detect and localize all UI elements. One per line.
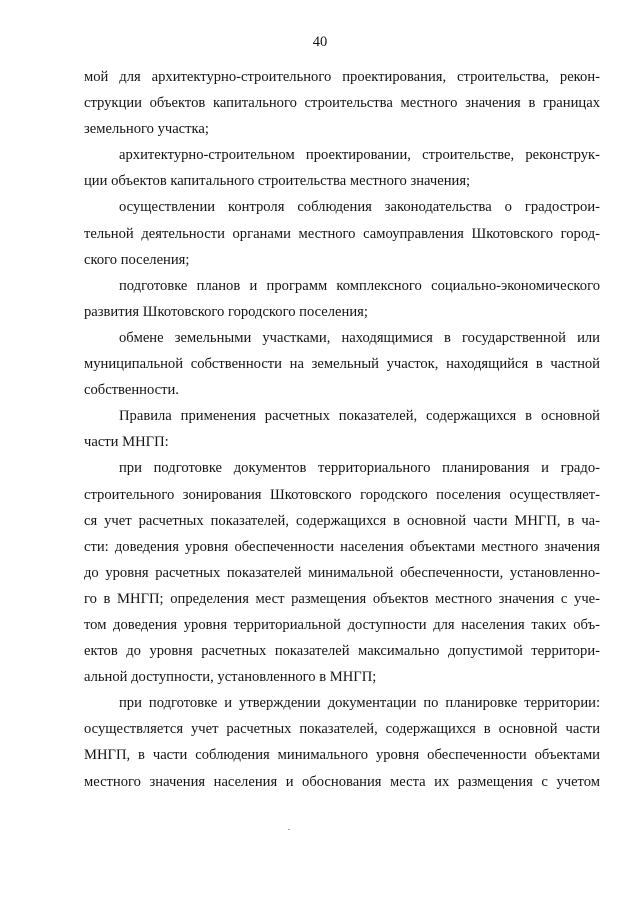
text-line: осуществляется учет расчетных показателей, содержащихся в основной части	[84, 721, 600, 738]
text-line: мой для архитектурно-строительного проектирования, строительства, рекон-	[84, 69, 600, 85]
text-line: муниципальной собственности на земельный участок, находящийся в частной	[84, 356, 600, 373]
body-text	[84, 64, 600, 795]
page-number: 40	[312, 34, 328, 50]
text-line: части МНГП:	[84, 434, 169, 451]
text-line: том доведения уровня территориальной доступности для населения таких объ-	[84, 616, 600, 633]
text-line: го в МНГП; определения мест размещения объектов местного значения с уче-	[84, 590, 600, 607]
text-line: Правила применения расчетных показателей, содержащихся в основной	[119, 408, 600, 425]
text-line: местного значения населения и обоснования места их размещения с учетом	[84, 773, 600, 790]
text-line: строительного зонирования Шкотовского городского поселения осуществляет-	[84, 486, 600, 503]
text-line: сти: доведения уровня обеспеченности населения объектами местного значения	[84, 538, 600, 555]
text-line: развития Шкотовского городского поселения;	[84, 303, 368, 320]
text-line: архитектурно-строительном проектировании, строительстве, реконструк-	[119, 147, 600, 164]
text-line: обмене земельными участками, находящимися в государственной или	[119, 329, 600, 346]
text-line: при подготовке и утверждении документации по планировке территории:	[119, 695, 600, 712]
text-line: собственности.	[84, 382, 179, 399]
text-line: МНГП, в части соблюдения минимального уровня обеспеченности объектами	[84, 747, 600, 764]
text-line: ся учет расчетных показателей, содержащихся в основной части МНГП, в ча-	[84, 512, 600, 529]
text-line: тельной деятельности органами местного самоуправления Шкотовского город-	[84, 225, 600, 242]
text-line: ского поселения;	[84, 251, 190, 268]
text-line: ектов до уровня расчетных показателей максимально допустимой территори-	[84, 643, 600, 660]
text-line: земельного участка;	[84, 121, 209, 138]
text-line: при подготовке документов территориального планирования и градо-	[119, 460, 600, 477]
text-line: до уровня расчетных показателей минимальной обеспеченности, установленно-	[84, 564, 600, 581]
text-line: альной доступности, установленного в МНГП;	[84, 669, 377, 686]
scan-artifact	[288, 829, 290, 830]
text-line: ции объектов капитального строительства местного значения;	[84, 173, 471, 190]
text-line: подготовке планов и программ комплексного социально-экономического	[119, 277, 600, 294]
text-line: осуществлении контроля соблюдения законодательства о градострои-	[119, 199, 600, 216]
text-line: струкции объектов капитального строительства местного значения в границах	[84, 95, 600, 112]
